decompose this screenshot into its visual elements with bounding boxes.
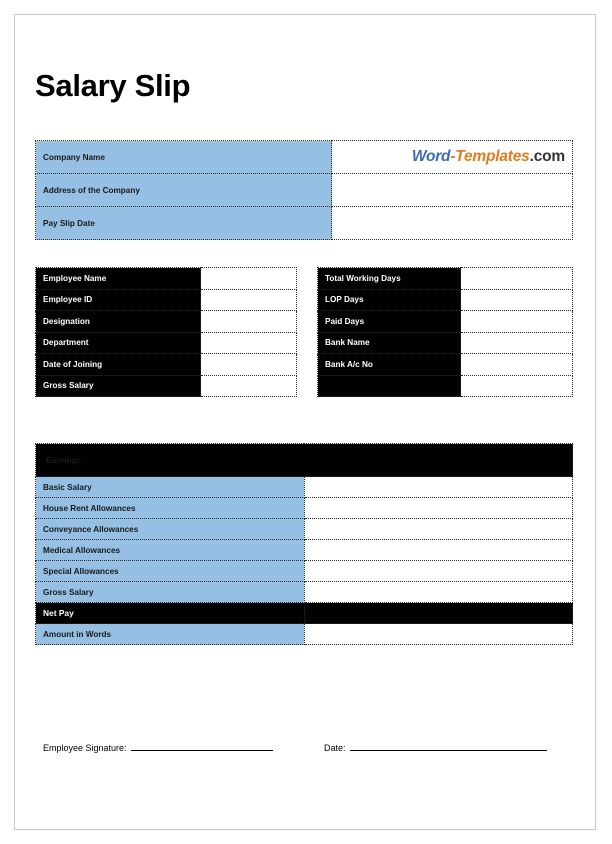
bank-account-no-label: Bank A/c No (318, 354, 461, 376)
paid-days-label: Paid Days (318, 311, 461, 333)
table-row (36, 498, 573, 519)
table-row (36, 375, 297, 397)
earnings-heading: Earnings (36, 444, 573, 477)
lop-days-label: LOP Days (318, 289, 461, 311)
special-allowances-label: Special Allowances (36, 561, 305, 582)
department-value[interactable] (201, 332, 297, 354)
employee-details-right-table (317, 267, 573, 397)
signature-date-group (324, 740, 547, 753)
table-row (36, 603, 573, 624)
bank-name-label: Bank Name (318, 332, 461, 354)
table-row (318, 289, 573, 311)
table-row (36, 582, 573, 603)
table-row (36, 332, 297, 354)
net-pay-label: Net Pay (36, 603, 305, 624)
house-rent-allowances-value[interactable] (304, 498, 573, 519)
word-templates-logo (412, 148, 565, 166)
brand-logo-cell (332, 141, 573, 174)
conveyance-allowances-label: Conveyance Allowances (36, 519, 305, 540)
table-row (36, 477, 573, 498)
basic-salary-value[interactable] (304, 477, 573, 498)
earnings-table (35, 443, 573, 645)
employee-name-label: Employee Name (36, 268, 201, 290)
designation-label: Designation (36, 311, 201, 333)
table-row (318, 268, 573, 290)
employee-id-value[interactable] (201, 289, 297, 311)
table-row (318, 311, 573, 333)
employee-details-left-table (35, 267, 297, 397)
employee-id-label: Employee ID (36, 289, 201, 311)
page-sheet (14, 14, 596, 830)
total-working-days-value[interactable] (461, 268, 573, 290)
logo-part-com: .com (529, 148, 565, 165)
lop-days-value[interactable] (461, 289, 573, 311)
table-row (36, 354, 297, 376)
gross-salary-value[interactable] (201, 375, 297, 397)
company-name-label: Company Name (36, 141, 332, 174)
gross-salary-label: Gross Salary (36, 375, 201, 397)
logo-part-templates: -Templates (450, 148, 530, 165)
table-row (36, 519, 573, 540)
employee-signature-input[interactable] (131, 740, 273, 751)
total-working-days-label: Total Working Days (318, 268, 461, 290)
table-row (36, 624, 573, 645)
logo-part-word: Word (411, 148, 451, 165)
table-row (318, 354, 573, 376)
table-row (36, 141, 573, 174)
bank-name-value[interactable] (461, 332, 573, 354)
employee-signature-group (43, 740, 273, 753)
date-of-joining-label: Date of Joining (36, 354, 201, 376)
conveyance-allowances-value[interactable] (304, 519, 573, 540)
signature-date-input[interactable] (350, 740, 547, 751)
earnings-gross-salary-label: Gross Salary (36, 582, 305, 603)
bank-account-no-value[interactable] (461, 354, 573, 376)
pay-slip-date-label: Pay Slip Date (36, 207, 332, 240)
company-header-table (35, 140, 573, 240)
page-title: Salary Slip (35, 68, 191, 103)
pay-slip-date-value[interactable] (332, 207, 573, 240)
table-row (36, 174, 573, 207)
signature-row (43, 740, 573, 756)
date-of-joining-value[interactable] (201, 354, 297, 376)
amount-in-words-label: Amount in Words (36, 624, 305, 645)
house-rent-allowances-label: House Rent Allowances (36, 498, 305, 519)
table-row (36, 561, 573, 582)
employee-signature-label: Employee Signature: (43, 743, 127, 753)
signature-date-label: Date: (324, 743, 346, 753)
department-label: Department (36, 332, 201, 354)
table-row (36, 311, 297, 333)
right-spacer-label (318, 375, 461, 397)
employee-name-value[interactable] (201, 268, 297, 290)
amount-in-words-value[interactable] (304, 624, 573, 645)
company-address-value[interactable] (332, 174, 573, 207)
table-row (36, 289, 297, 311)
table-row (36, 444, 573, 477)
designation-value[interactable] (201, 311, 297, 333)
medical-allowances-label: Medical Allowances (36, 540, 305, 561)
table-row (318, 332, 573, 354)
company-address-label: Address of the Company (36, 174, 332, 207)
table-row (36, 268, 297, 290)
paid-days-value[interactable] (461, 311, 573, 333)
table-row (318, 375, 573, 397)
table-row (36, 207, 573, 240)
table-row (36, 540, 573, 561)
earnings-gross-salary-value[interactable] (304, 582, 573, 603)
right-spacer-value[interactable] (461, 375, 573, 397)
net-pay-value[interactable] (304, 603, 573, 624)
special-allowances-value[interactable] (304, 561, 573, 582)
medical-allowances-value[interactable] (304, 540, 573, 561)
basic-salary-label: Basic Salary (36, 477, 305, 498)
